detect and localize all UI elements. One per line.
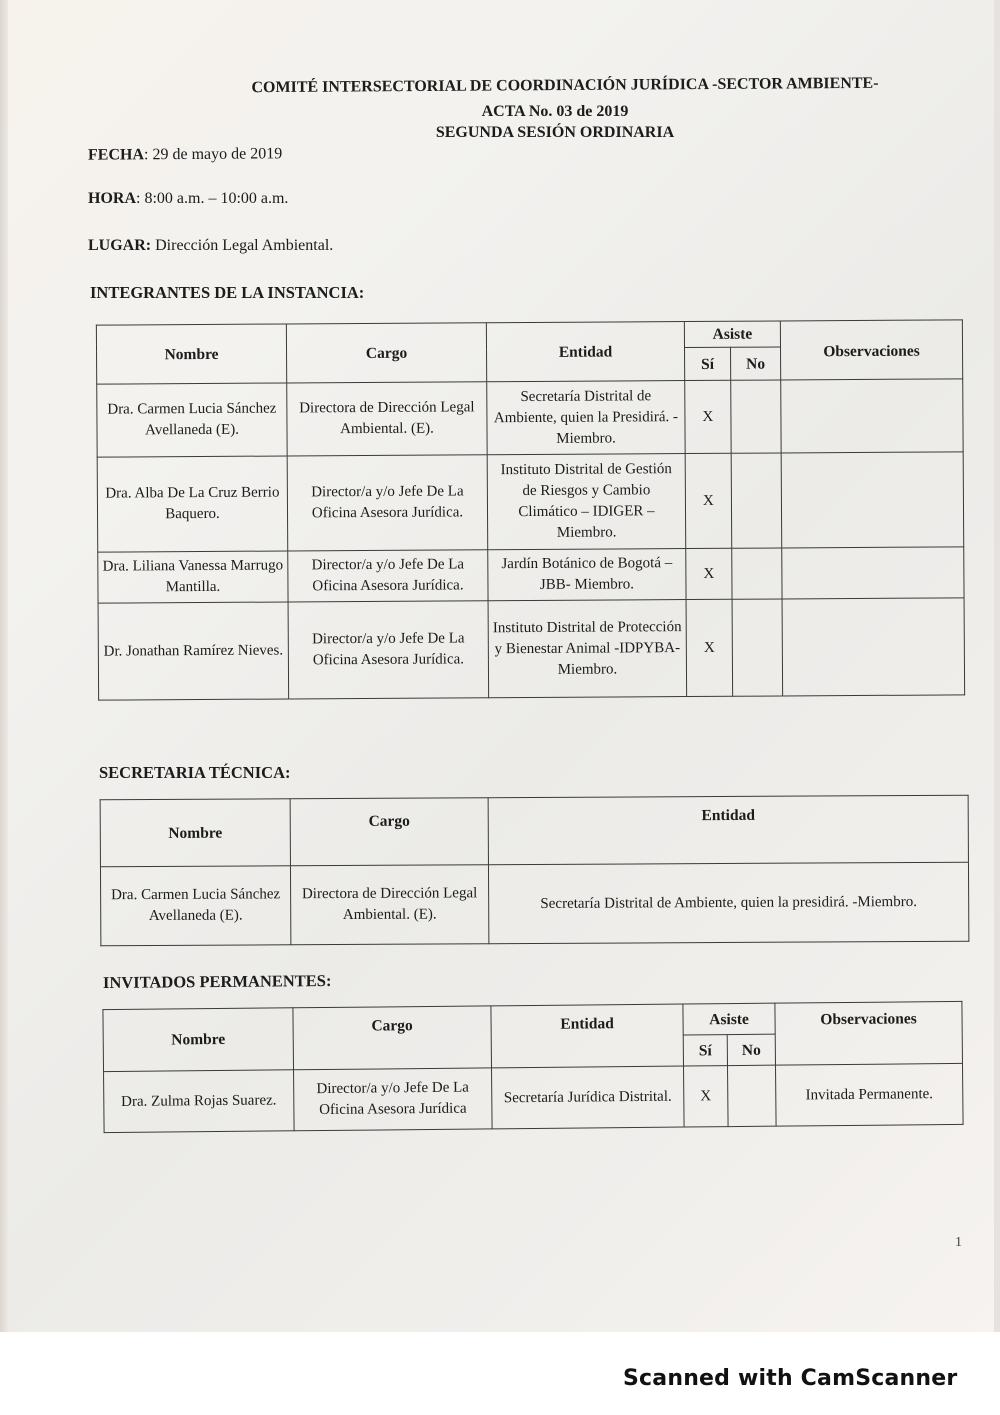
col-asiste: Asiste	[683, 1003, 775, 1035]
cell-observaciones	[782, 598, 965, 696]
col-nombre: Nombre	[100, 799, 290, 867]
col-cargo: Cargo	[293, 1006, 492, 1070]
cell-si: X	[686, 599, 733, 696]
cell-nombre: Dra. Liliana Vanessa Marrugo Mantilla.	[98, 551, 288, 603]
col-entidad: Entidad	[491, 1004, 684, 1068]
session-type: SEGUNDA SESIÓN ORDINARIA	[435, 124, 675, 141]
cell-nombre: Dra. Carmen Lucia Sánchez Avellaneda (E).	[97, 383, 287, 457]
col-entidad: Entidad	[488, 795, 968, 865]
cell-entidad: Jardín Botánico de Bogotá – JBB- Miembro.	[488, 549, 686, 601]
fecha-label: FECHA	[87, 146, 145, 164]
table-row	[98, 598, 965, 700]
cell-no	[732, 599, 783, 696]
cell-observaciones: Invitada Permanente.	[775, 1063, 963, 1126]
hora-label: HORA	[88, 190, 136, 207]
cell-entidad: Secretaría Jurídica Distrital.	[492, 1066, 685, 1129]
cell-si: X	[686, 548, 732, 599]
hora-field	[88, 190, 288, 208]
cell-cargo: Director/a y/o Jefe De La Oficina Asesora Jurídica	[294, 1068, 493, 1131]
cell-entidad: Instituto Distrital de Gestión de Riesgos y Cambio Climático – IDIGER – Miembro.	[487, 454, 686, 550]
integrantes-table	[96, 319, 965, 700]
page-left-shadow	[0, 0, 8, 1332]
cell-nombre: Dra. Alba De La Cruz Berrio Baquero.	[97, 456, 288, 552]
cell-cargo: Director/a y/o Jefe De La Oficina Asesora Jurídica.	[288, 550, 488, 602]
secretaria-heading: SECRETARIA TÉCNICA:	[99, 763, 291, 782]
cell-no	[731, 380, 781, 453]
lugar-value: Dirección Legal Ambiental.	[151, 237, 334, 254]
col-si: Sí	[685, 347, 731, 380]
integrantes-heading: INTEGRANTES DE LA INSTANCIA:	[90, 283, 365, 302]
col-no: No	[727, 1034, 775, 1065]
col-asiste: Asiste	[684, 321, 780, 348]
cell-observaciones	[782, 547, 964, 599]
cell-si: X	[683, 1066, 728, 1127]
col-nombre: Nombre	[103, 1008, 294, 1072]
col-si: Sí	[683, 1035, 727, 1066]
invitados-table	[102, 1001, 963, 1133]
fecha-field	[88, 145, 282, 164]
cell-observaciones	[781, 379, 963, 453]
acta-number: ACTA No. 03 de 2019	[481, 103, 629, 120]
col-no: No	[731, 347, 781, 380]
table-row	[104, 1063, 964, 1132]
page-number: 1	[955, 1235, 962, 1250]
invitados-heading: INVITADOS PERMANENTES:	[102, 971, 332, 992]
cell-nombre: Dra. Zulma Rojas Suarez.	[104, 1070, 295, 1133]
col-observaciones: Observaciones	[780, 320, 962, 380]
col-entidad: Entidad	[486, 322, 684, 382]
col-cargo: Cargo	[290, 798, 488, 866]
document-title: COMITÉ INTERSECTORIAL DE COORDINACIÓN JURÍDICA -SECTOR AMBIENTE-	[251, 74, 879, 97]
page-right-edge	[994, 0, 1000, 1332]
cell-no	[727, 1065, 776, 1126]
cell-entidad: Secretaría Distrital de Ambiente, quien la presidirá. -Miembro.	[488, 862, 968, 944]
col-nombre: Nombre	[96, 324, 286, 384]
cell-entidad: Instituto Distrital de Protección y Bienestar Animal -IDPYBA- Miembro.	[488, 600, 687, 698]
cell-si: X	[685, 380, 731, 453]
lugar-field	[88, 237, 333, 255]
table-row	[100, 862, 968, 946]
cell-no	[731, 453, 782, 548]
hora-value: : 8:00 a.m. – 10:00 a.m.	[136, 190, 289, 207]
cell-cargo: Director/a y/o Jefe De La Oficina Asesora Jurídica.	[287, 455, 488, 551]
camscanner-watermark: Scanned with CamScanner	[623, 1366, 958, 1391]
cell-nombre: Dra. Carmen Lucia Sánchez Avellaneda (E).	[100, 866, 290, 946]
table-row	[98, 547, 964, 603]
fecha-value: : 29 de mayo de 2019	[143, 145, 283, 164]
cell-entidad: Secretaría Distrital de Ambiente, quien la Presidirá. -Miembro.	[487, 381, 685, 455]
col-observaciones: Observaciones	[775, 1001, 963, 1065]
cell-cargo: Directora de Dirección Legal Ambiental. (E).	[287, 382, 487, 456]
cell-no	[732, 548, 782, 599]
lugar-label: LUGAR:	[88, 237, 152, 254]
table-row	[97, 379, 963, 457]
table-row	[97, 452, 964, 552]
cell-observaciones	[781, 452, 964, 548]
cell-si: X	[685, 453, 732, 548]
cell-cargo: Director/a y/o Jefe De La Oficina Asesora Jurídica.	[288, 601, 489, 699]
col-cargo: Cargo	[286, 323, 486, 383]
cell-cargo: Directora de Dirección Legal Ambiental. (E).	[290, 865, 488, 945]
cell-nombre: Dr. Jonathan Ramírez Nieves.	[98, 602, 289, 700]
secretaria-table	[100, 795, 970, 947]
